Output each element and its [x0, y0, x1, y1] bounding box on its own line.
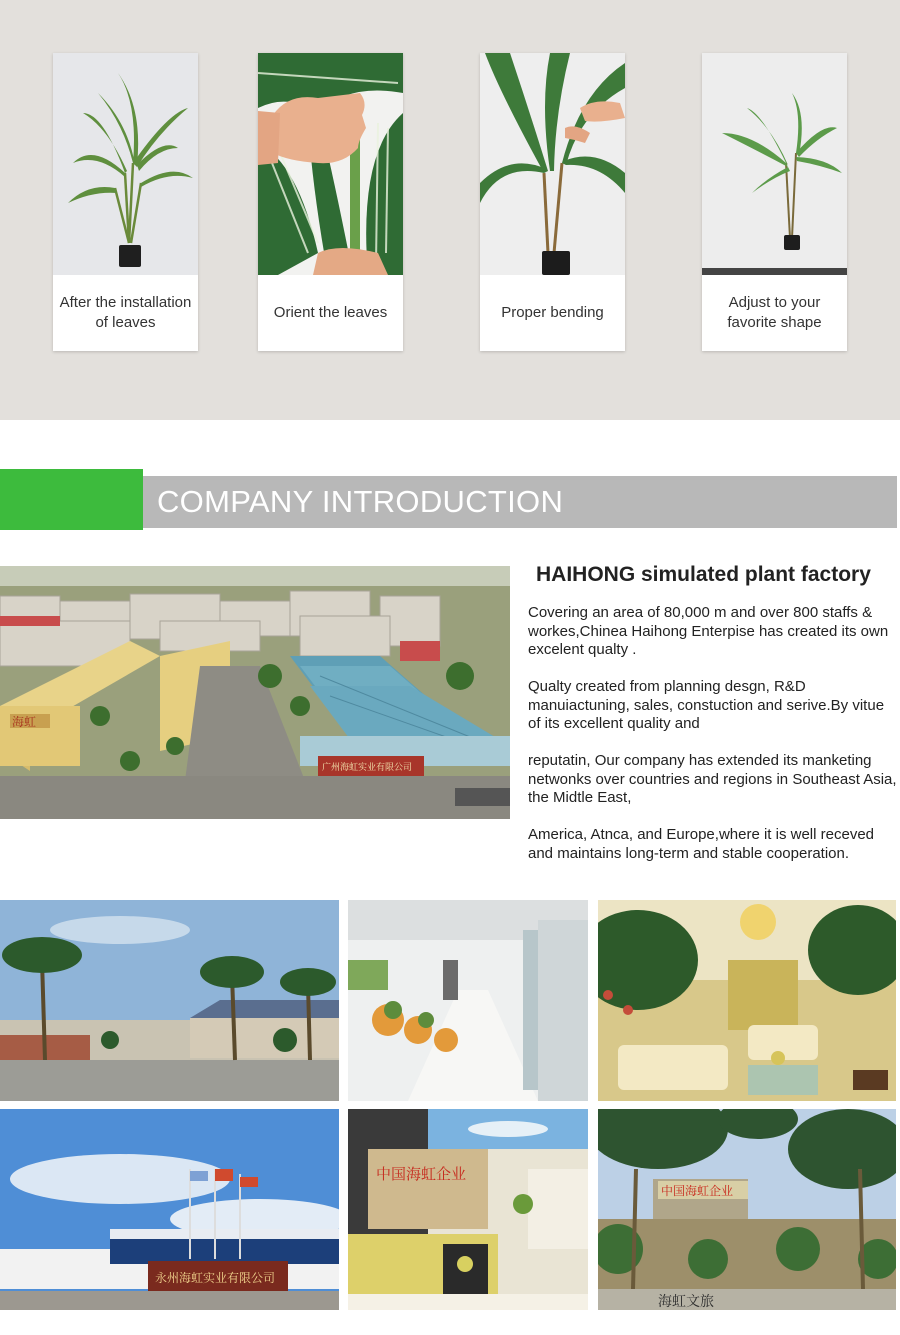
lobby-sign: 中国海虹企业: [376, 1165, 467, 1183]
aerial-sign: 广州海虹实业有限公司: [322, 763, 413, 773]
bending-leaves-photo: [480, 53, 625, 275]
intro-paragraph: Qualty created from planning desgn, R&D manuiactuning, sales, constuction and serive.By vitue of its excellent quality and: [528, 678, 885, 733]
step-card-adjust: [702, 53, 847, 351]
step-card-bending: [480, 53, 625, 351]
factory-gate-photo: [0, 1109, 339, 1310]
step-caption: Orient the leaves: [273, 304, 388, 321]
section-title: COMPANY INTRODUCTION: [157, 484, 564, 519]
lounge-interior-photo: [598, 900, 896, 1101]
gate-sign: 永州海虹实业有限公司: [155, 1271, 276, 1285]
factory-title: HAIHONG simulated plant factory: [536, 563, 871, 586]
intro-paragraph: Covering an area of 80,000 m and over 800 staffs & workes,Chinea Haihong Enterpise has created its own excelent qualty .: [528, 604, 889, 659]
step-caption: After the installation of leaves: [59, 294, 192, 331]
step-caption: Proper bending: [501, 304, 604, 321]
intro-paragraph: reputatin, Our company has extended its manketing netwonks over countries and regions in Southeast Asia, the Midtle East,: [528, 752, 897, 807]
finished-palm-photo: [702, 53, 847, 275]
step-caption: Adjust to your favorite shape: [727, 294, 822, 331]
intro-accent-block: [0, 469, 143, 530]
svg-text:中国海虹企业: 中国海虹企业: [661, 1184, 734, 1198]
step-card-installation: [53, 53, 198, 351]
hand-holding-leaf-photo: [258, 53, 403, 275]
resort-entrance-photo: [598, 1109, 896, 1310]
showroom-corridor-photo: [348, 900, 588, 1101]
park-sign: 海虹文旅: [658, 1294, 714, 1310]
intro-paragraph: America, Atnca, and Europe,where it is well receved and maintains long-term and stable cooperation.: [528, 826, 875, 862]
factory-yard-palms-photo: [0, 900, 339, 1101]
installation-steps-section: [0, 0, 900, 420]
step-card-orient: [258, 53, 403, 351]
factory-aerial-photo: [0, 566, 510, 819]
intro-heading-bar: [143, 476, 897, 528]
palm-plant-photo: [53, 53, 198, 275]
building-sign: 海虹: [12, 715, 37, 729]
reception-lobby-photo: [348, 1109, 588, 1310]
